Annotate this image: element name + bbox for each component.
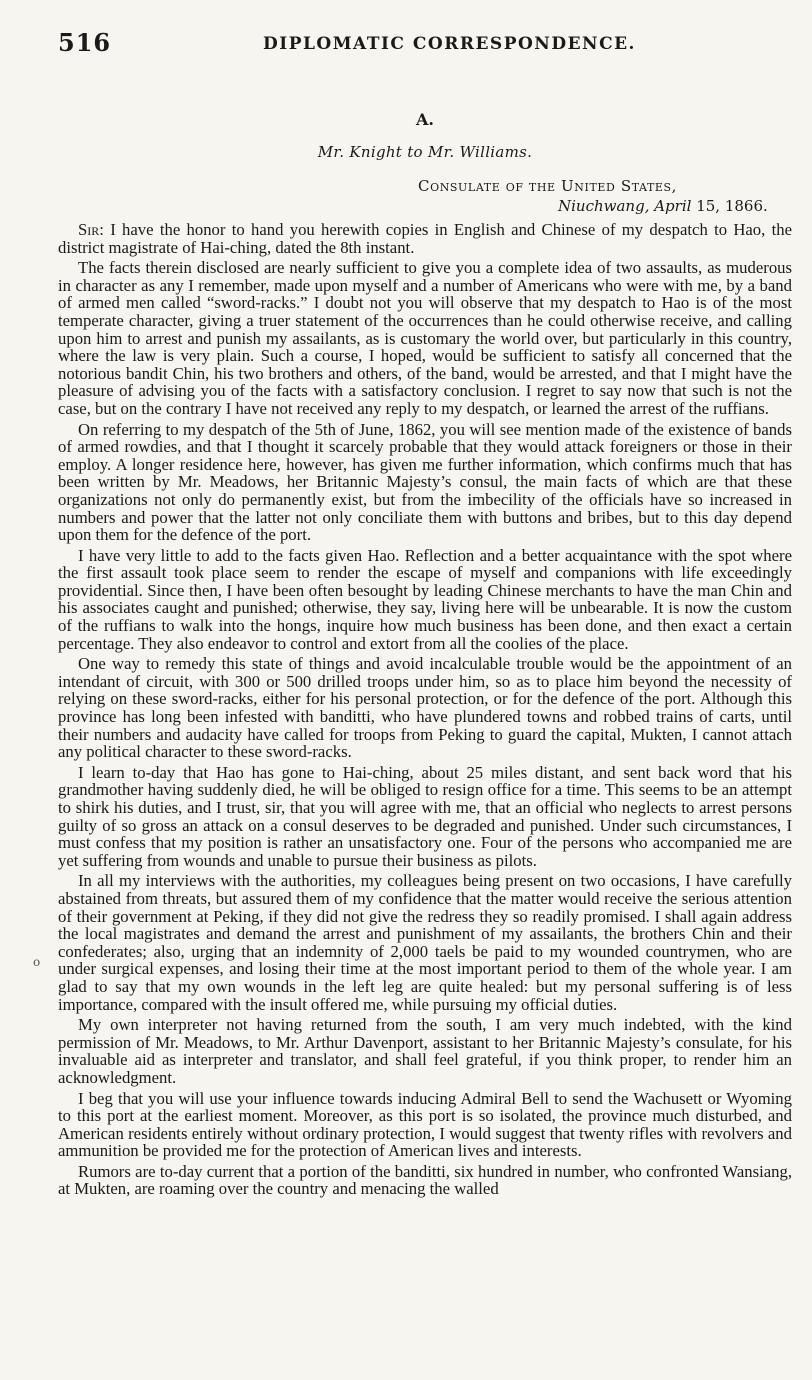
paragraph-7: In all my interviews with the authorities, my colleagues being present on two occasions, I have carefully abstained from threats, but assured them of my confidence that the matter would receive the serious attention of their government at Peking, if they did not give the redress they so readily promised. I shall again address the local magistrates and demand the arrest and punishment of my assailants, the brothers Chin and their confederates; also, urging that an indemnity of 2,000 taels be paid to my wounded countrymen, who are under surgical expenses, and losing their time at the most important period to them of the whole year. I am glad to say that my own wounds in the left leg are quite healed: but my personal suffering is of less importance, compared with the insult offered me, while pursuing my official duties.: [58, 871, 792, 1014]
dateline: [58, 177, 792, 215]
dateline-place: Niuchwang, April: [558, 197, 692, 215]
letter-title: Mr. Knight to Mr. Williams.: [317, 143, 533, 161]
page-number: 516: [58, 28, 112, 57]
section-letter: A.: [416, 110, 434, 129]
dateline-place-date: [58, 197, 792, 215]
paragraph-4: I have very little to add to the facts given Hao. Reflection and a better acquaintance with the spot where the first assault took place seem to render the escape of myself and companions with life exceedingly providential. Since then, I have been often besought by leading Chinese merchants to have the man Chin and his associates caught and punished; otherwise, they say, living here will be unbearable. It is now the custom of the ruffians to walk into the hongs, inquire how much business has been done, and then exact a certain percentage. They also endeavor to control and extort from all the coolies of the place.: [58, 545, 792, 653]
paragraph-10: Rumors are to-day current that a portion of the banditti, six hundred in number, who confronted Wansiang, at Mukten, are roaming over the country and menacing the walled: [58, 1161, 792, 1199]
page-header: [58, 22, 792, 62]
paragraph-5: One way to remedy this state of things and avoid incalculable trouble would be the appointment of an intendant of circuit, with 300 or 500 drilled troops under him, so as to place him beyond the necessity of relying on these sword-racks, either for his personal protection, or for the defence of the port. Although this province has long been infested with banditti, who have plundered towns and robbed trains of carts, until their numbers and audacity have called for troops from Peking to guard the capital, Mukten, I cannot attach any political character to these sword-racks.: [58, 654, 792, 762]
paragraph-9: I beg that you will use your influence towards inducing Admiral Bell to send the Wachusett or Wyoming to this port at the earliest moment. Moreover, as this port is so isolated, the province much disturbed, and American residents entirely without ordinary protection, I would suggest that twenty rifles with revolvers and ammunition be provided me for the protection of American lives and interests.: [58, 1088, 792, 1161]
running-head: DIPLOMATIC CORRESPONDENCE.: [263, 34, 636, 54]
dateline-consulate: Consulate of the United States,: [418, 177, 678, 195]
salutation: Sir:: [78, 220, 104, 239]
letter-body: [58, 221, 792, 1198]
paragraph-1-text: I have the honor to hand you herewith copies in English and Chinese of my despatch to Hao, the district magistrate of Hai-ching, dated the 8th instant.: [58, 220, 792, 257]
paragraph-2: The facts therein disclosed are nearly sufficient to give you a complete idea of two assaults, as muderous in character as any I remember, made upon myself and a number of Americans who were with me, by a band of armed men called “sword-racks.” I doubt not you will observe that my despatch to Hao is of the most temperate character, giving a truer statement of the occurrences than he could otherwise receive, and calling upon him to arrest and punish my assailants, as is customary the world over, but particularly in this country, where the law is very plain. Such a course, I hoped, would be sufficient to satisfy all concerned that the notorious bandit Chin, his two brothers and others, of the band, would be arrested, and that I might have the pleasure of advising you of the facts with a satisfactory conclusion. I regret to say now that such is not the case, but on the contrary I have not received any reply to my despatch, or learned the arrest of the ruffians.: [58, 258, 792, 418]
paragraph-6: I learn to-day that Hao has gone to Hai-ching, about 25 miles distant, and sent back word that his grandmother having suddenly died, he will be obliged to resign office for a time. This seems to be an attempt to shirk his duties, and I trust, sir, that you will agree with me, that an official who neglects to arrest persons guilty of so gross an attack on a consul deserves to be degraded and punished. Under such circumstances, I must confess that my position is rather an unsatisfactory one. Four of the persons who accompanied me are yet suffering from wounds and unable to pursue their business as pilots.: [58, 762, 792, 870]
dateline-date: 15, 1866.: [691, 197, 768, 215]
margin-mark: o: [33, 955, 41, 969]
paragraph-8: My own interpreter not having returned from the south, I am very much indebted, with the kind permission of Mr. Meadows, to Mr. Arthur Davenport, assistant to her Britannic Majesty’s consulate, for his invaluable aid as interpreter and translator, and shall feel grateful, if you think proper, to render him an acknowledgment.: [58, 1015, 792, 1087]
paragraph-3: On referring to my despatch of the 5th of June, 1862, you will see mention made of the existence of bands of armed rowdies, and that I thought it scarcely probable that they would attack foreigners or those in their employ. A longer residence here, however, has given me further information, which confirms much that has been written by Mr. Meadows, her Britannic Majesty’s consul, the main facts of which are that these organizations not only do permanently exist, but from the imbecility of the officials have so increased in numbers and power that the latter not only conciliate them with buttons and bribes, but to this day depend upon them for the defence of the port.: [58, 419, 792, 545]
paragraph-1: [58, 221, 792, 256]
